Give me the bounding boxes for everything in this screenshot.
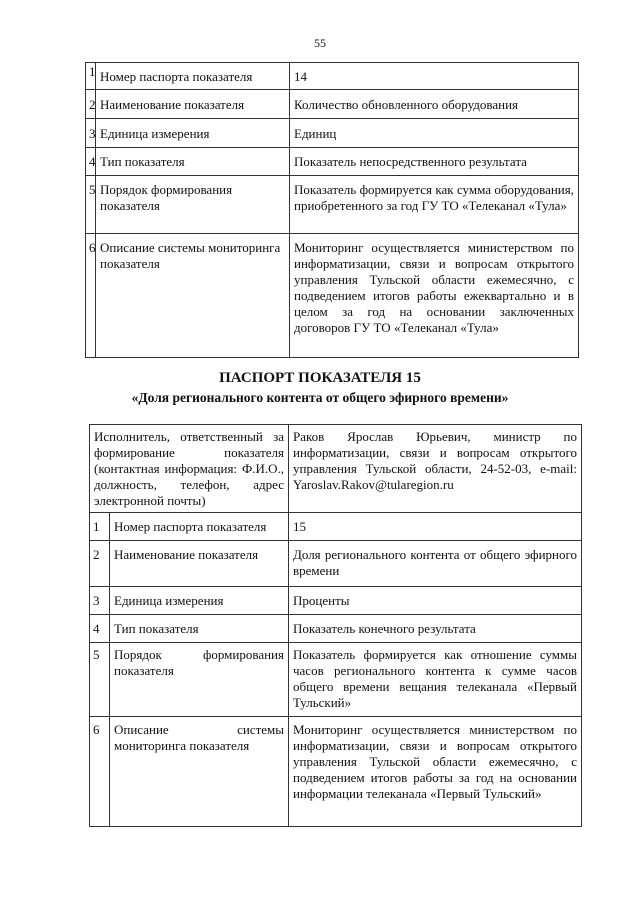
row-value: Показатель конечного результата <box>289 615 582 643</box>
row-number: 6 <box>86 234 96 358</box>
row-label: Номер паспорта показателя <box>96 63 290 90</box>
table-row <box>90 513 582 541</box>
executor-label: Исполнитель, ответственный за формирование показателя (контактная информация: Ф.И.О., должность, телефон, адрес электронной почты) <box>90 425 289 513</box>
row-number: 2 <box>90 541 110 587</box>
table-row <box>86 119 579 148</box>
table-row <box>90 541 582 587</box>
row-value: 15 <box>289 513 582 541</box>
row-number: 5 <box>86 176 96 234</box>
row-number: 4 <box>86 148 96 176</box>
table-row <box>86 148 579 176</box>
table-row <box>90 717 582 827</box>
row-value: Показатель формируется как сумма оборудования, приобретенного за год ГУ ТО «Телеканал «Тула» <box>290 176 579 234</box>
row-value: Мониторинг осуществляется министерством по информатизации, связи и вопросам открытого управления Тульской области ежемесячно, с подведением итогов работы ежеквартально и в целом за год на основании заключенных договоров ГУ ТО «Телеканал «Тула» <box>290 234 579 358</box>
row-value: Проценты <box>289 587 582 615</box>
table-row <box>86 90 579 119</box>
row-label: Наименование показателя <box>110 541 289 587</box>
table-row <box>90 615 582 643</box>
row-number: 3 <box>90 587 110 615</box>
page-number: 55 <box>314 36 326 50</box>
row-value: Показатель непосредственного результата <box>290 148 579 176</box>
row-number: 6 <box>90 717 110 827</box>
row-number: 2 <box>86 90 96 119</box>
row-number: 5 <box>90 643 110 717</box>
executor-row <box>90 425 582 513</box>
row-label: Наименование показателя <box>96 90 290 119</box>
passport-subtitle: «Доля регионального контента от общего эфирного времени» <box>131 390 509 405</box>
indicator-passport-table-15 <box>89 424 582 827</box>
table-row <box>86 63 579 90</box>
table-row <box>86 234 579 358</box>
table-row <box>90 587 582 615</box>
table-row <box>90 643 582 717</box>
table-row <box>86 176 579 234</box>
executor-value: Раков Ярослав Юрьевич, министр по информатизации, связи и вопросам открытого управления Тульской области, 24-52-03, e-mail: Yaroslav.Rakov@tularegion.ru <box>289 425 582 513</box>
row-label: Единица измерения <box>96 119 290 148</box>
row-label: Описание системы мониторинга показателя <box>96 234 290 358</box>
row-value: Единиц <box>290 119 579 148</box>
row-number: 3 <box>86 119 96 148</box>
row-label: Порядок формирования показателя <box>110 643 289 717</box>
row-number: 1 <box>90 513 110 541</box>
row-value: Показатель формируется как отношение суммы часов регионального контента к сумме часов общего времени вещания телеканала «Первый Тульский» <box>289 643 582 717</box>
row-label: Тип показателя <box>110 615 289 643</box>
row-value: Доля регионального контента от общего эфирного времени <box>289 541 582 587</box>
passport-title: ПАСПОРТ ПОКАЗАТЕЛЯ 15 <box>219 370 421 386</box>
row-value: 14 <box>290 63 579 90</box>
row-value: Количество обновленного оборудования <box>290 90 579 119</box>
row-label: Единица измерения <box>110 587 289 615</box>
row-label: Описание системы мониторинга показателя <box>110 717 289 827</box>
row-label: Тип показателя <box>96 148 290 176</box>
indicator-passport-table-14 <box>85 62 579 358</box>
row-value: Мониторинг осуществляется министерством по информатизации, связи и вопросам открытого управления Тульской области ежемесячно, с подведением итогов работы за год на основании информации телеканала «Первый Тульский» <box>289 717 582 827</box>
row-label: Номер паспорта показателя <box>110 513 289 541</box>
row-number: 1 <box>86 63 96 90</box>
row-label: Порядок формирования показателя <box>96 176 290 234</box>
row-number: 4 <box>90 615 110 643</box>
